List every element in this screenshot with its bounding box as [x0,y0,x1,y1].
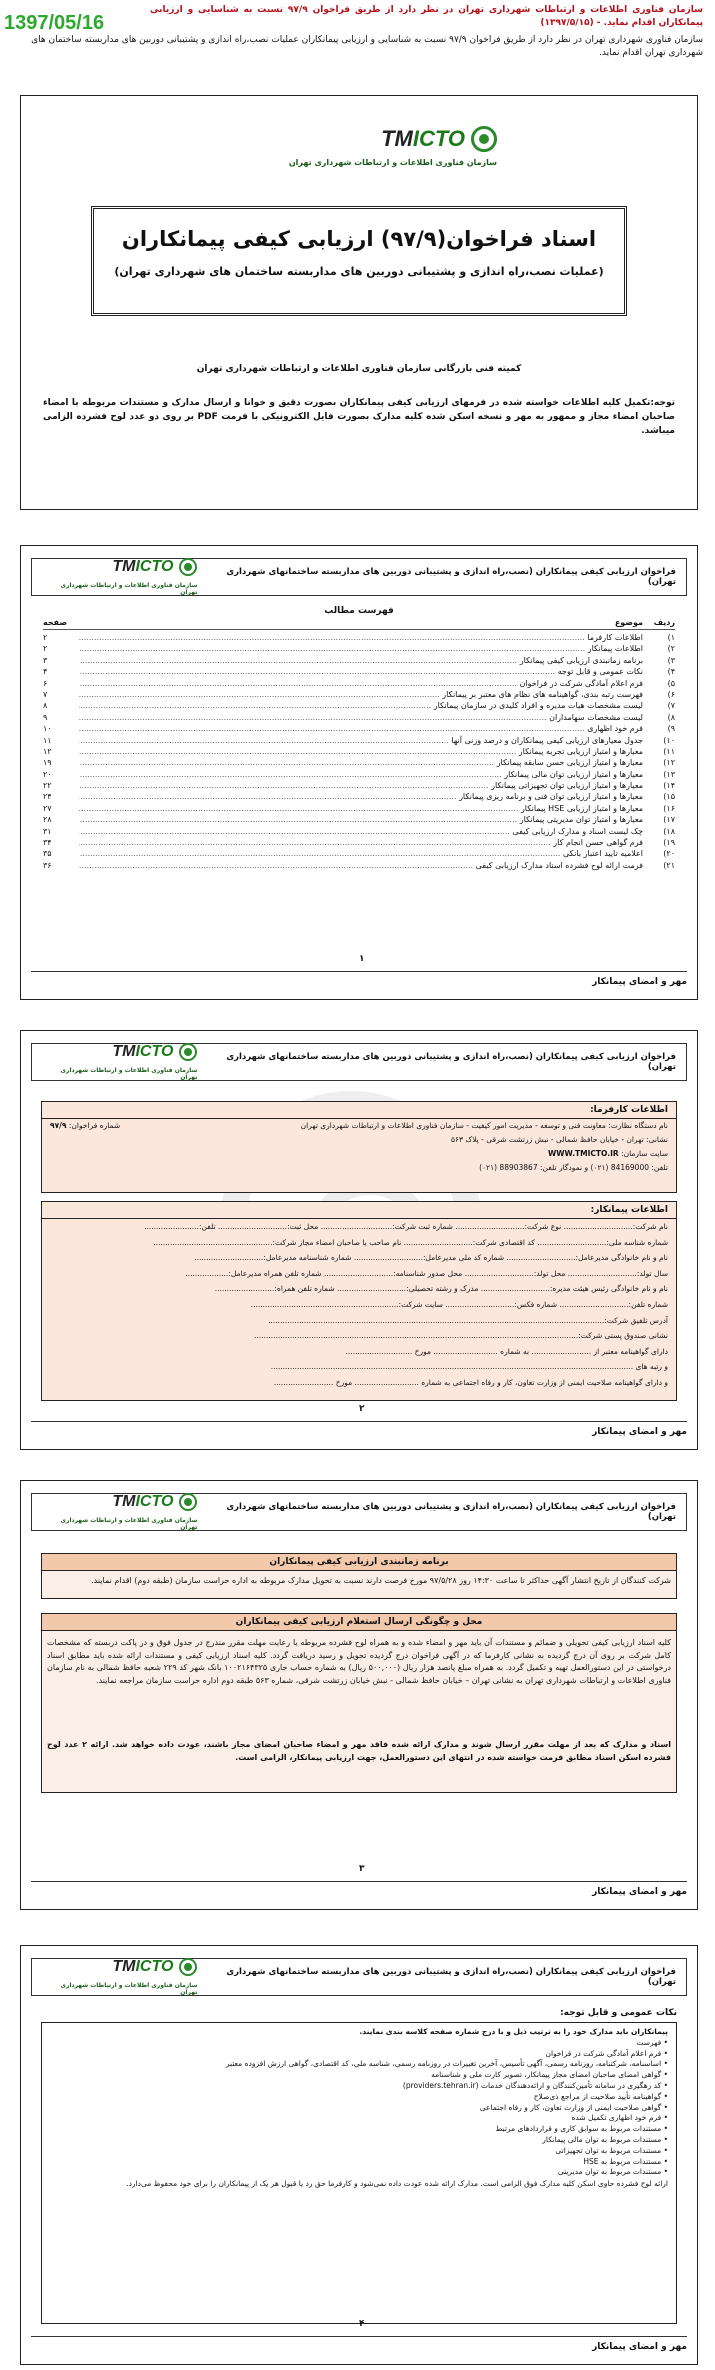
header-title: فراخوان ارزیابی کیفی پیمانکاران (نصب،راه اندازی و پشتیبانی دوربین های مداربسته ساختمانهای شهرداری تهران) [226,1502,676,1522]
intro-headline [150,4,703,30]
info-page [20,1030,698,1450]
toc-row-page: ۹ [43,712,48,722]
logo-row [112,1043,197,1061]
toc-row-page: ۷ [43,689,48,699]
toc-row-page: ۲ [43,633,48,642]
header-title: فراخوان ارزیابی کیفی پیمانکاران (نصب،راه اندازی و پشتیبانی دوربین های مداربسته ساختمانهای شهرداری تهران) [226,567,676,587]
cover-subtitle: (عملیات نصب،راه اندازی و پشتیبانی دوربین های مداربسته ساختمان های شهرداری تهران) [114,265,604,278]
page-footer [31,1864,687,1901]
employer-box [41,1101,677,1193]
notes-item: • اساسنامه، شرکتنامه، روزنامه رسمی، آگهی تأسیس، آخرین تغییرات در روزنامه رسمی، شناسه ملی، کد اقتصادی، گواهی ارزش افزوده معتبر [50,2059,668,2070]
logo-row [381,126,497,152]
site-label: سایت سازمان: [621,1149,668,1158]
toc-row-num: ۲۱) [663,860,675,870]
contractor-field-row: نام شرکت:............................. نوع شرکت:............................. شماره ثبت شرکت:.............................. محل ثبت:............................. تلفن:....................... [144,1222,668,1231]
footer-label: مهر و امضای پیمانکار [592,1426,687,1437]
toc-row-subject: اطلاعات پیمانکار ..... [79,643,643,654]
toc-row-subject: معیارها و امتیاز توان مدیریتی پیمانکار ..... [79,814,643,825]
employer-phones: تلفن: 84169000 (۰۲۱) و نمودگار تلفن: 88903867 (۰۲۱) [479,1163,668,1172]
contractor-field-row: شماره شناسه ملی:............................. کد اقتصادی شرکت:............................. نام صاحب یا صاحبان امضاء مجاز شرکت:.................................................. [153,1237,668,1247]
toc-row-subject: معیارها و امتیاز ارزیابی توان فنی و برنامه ریزی پیمانکار ..... [79,791,643,802]
contractor-field-row: شماره تلفن:............................. شماره فکس:............................. سایت شرکت:.............................................................. [250,1299,668,1309]
toc-row [43,632,675,643]
toc-row-num: ۵) [667,678,675,688]
wordmark-suffix: ICTO [135,1493,174,1510]
toc-row-subject: جدول معیارهای ارزیابی کیفی پیمانکاران و درصد وزنی آنها ..... [79,735,643,746]
delivery-p1: کلیه اسناد ارزیابی کیفی تحویلی و ضمائم و مستندات آن باید مهر و امضاء شده و به همراه لوح فشرده مربوطه با رعایت مهلت مقرر مندرج در جدول فوق و در پاکت دربسته که مشخصات کامل شرکت بر روی آن درج گردیده به نشانی کارفرما که در آگهی فراخوان درج گردیده تحویل و رسید دریافت گردد. کلیه اسناد ارزیابی کیفی و مستندات ارائه شده باید مطابق اسناد درخواستی در این دستورالعمل تهیه و تکمیل گردد. به همراه مبلغ پانصد هزار ریال (۵۰۰,۰۰۰ ریال) به شماره حساب جاری ۱۰۰۲۱۶۴۳۲۵ بانک شهر کد ۲۲۹ شعبه حافظ شمالی به نام سازمان فناوری اطلاعات و ارتباطات شهرداری تهران به نشانی تهران – خیابان حافظ شمالی - نبش خیابان زرتشت شرقی، شماره ۵۶۳ طبقه دوم اداره حراست سازمان مراجعه نمایند. [47,1638,671,1685]
delivery-title: محل و چگونگی ارسال استعلام ارزیابی کیفی پیمانکاران [41,1613,677,1631]
notes-closing: ارائه لوح فشرده حاوی اسکن کلیه مدارک فوق الزامی است. مدارک ارائه شده عودت داده نمی‌شود و کارفرما حق رد یا قبول هر یک از پیمانکاران را برای خود محفوظ می‌دارد. [126,2179,668,2189]
logo-subtitle: سازمان فناوری اطلاعات و ارتباطات شهرداری تهران [288,158,497,167]
contractor-title: اطلاعات پیمانکار: [42,1202,676,1219]
site-value: WWW.TMICTO.IR [548,1149,619,1158]
toc-row [43,837,675,848]
toc-row-subject: معیارها و امتیاز ارزیابی توان تجهیزاتی پیمانکار ..... [79,780,643,791]
toc-row-subject: لیست مشخصات سهامداران ..... [79,712,643,723]
toc-row-subject: فرم خود اظهاری ..... [79,723,643,734]
notes-intro: پیمانکاران باید مدارک خود را به ترتیب ذیل و با درج شماره صفحه کلاسه بندی نمایند. [359,2027,668,2036]
toc-row-num: ۱۵) [663,792,675,802]
page-header [31,1493,687,1531]
cover-logo [289,126,497,167]
toc-row-page: ۴ [43,667,48,677]
toc-table [43,618,675,871]
notes-item: • گواهی صلاحیت ایمنی از وزارت تعاون، کار و رفاه اجتماعی [50,2103,668,2114]
logo-row [112,1493,197,1511]
page-footer [31,1404,687,1441]
toc-row-page: ۳۵ [43,849,52,859]
toc-row [43,814,675,825]
contractor-field-row: نام و نام خانوادگی مدیرعامل:............................. شماره کد ملی مدیرعامل:............................. شماره شناسنامه مدیرعامل:............................. [194,1253,668,1263]
toc-header-row [43,618,675,630]
employer-fields [42,1119,676,1175]
toc-row-page: ۲۲ [43,781,52,791]
employer-address: نشانی: تهران - خیابان حافظ شمالی - نبش زرتشت شرقی - پلاک ۵۶۳ [451,1135,668,1144]
page-footer [31,954,687,991]
toc-row-subject: چک لیست اسناد و مدارک ارزیابی کیفی ..... [79,826,643,837]
toc-row-num: ۱) [667,633,675,642]
toc-row [43,803,675,814]
toc-row-subject: فرم گواهی حسن انجام کار ..... [79,837,643,848]
call-value: ۹۷/۹ [50,1121,67,1130]
notes-title: نکات عمومی و قابل توجه: [560,2008,677,2018]
toc-row-page: ۲۸ [43,815,52,825]
tmicto-wordmark [381,126,465,152]
toc-col-page: صفحه [43,618,68,627]
intro-paragraph: سازمان فناوری شهرداری تهران در نظر دارد از طریق فراخوان ۹۷/۹ نسبت به شناسایی و ارزیابی پیمانکاران عملیات نصب،راه اندازی و پشتیبانی دوربین های مداربسته ساختمان های شهرداری تهران اقدام نماید. [31,35,703,58]
call-label: شماره فراخوان: [68,1121,121,1130]
toc-col-subject: موضوع [614,618,643,627]
date-stamp: 1397/05/16 [4,12,105,34]
toc-row [43,655,675,666]
cover-note: توجه:تکمیل کلیه اطلاعات خواسته شده در فرمهای ارزیابی کیفی پیمانکاران بصورت دقیق و خوانا و ارسال مدارک و مستندات مربوطه با امضاء صاحبان امضاء مجاز و ممهور به مهر و نسخه اسکن شده کلیه مدارک بصورت فایل الکترونیکی با فرمت PDF بر روی دو عدد لوح فشرده الزامی میباشد. [43,398,676,436]
notes-list [50,2038,668,2178]
logo-subtitle: سازمان فناوری اطلاعات و ارتباطات شهرداری تهران [60,1517,198,1531]
tmicto-wordmark [112,1493,173,1511]
notes-box [41,2022,677,2324]
toc-row-subject: معیارها و امتیاز ارزیابی HSE پیمانکار ..... [79,803,643,814]
cover-committee: کمیته فنی بازرگانی سازمان فناوری اطلاعات و ارتباطات شهرداری تهران [196,364,522,374]
wordmark-suffix: ICTO [412,126,465,151]
toc-row-page: ۳۱ [43,826,52,836]
notes-item: • فرم اعلام آمادگی شرکت در فراخوان [50,2049,668,2060]
toc-row-page: ۳۴ [43,838,52,848]
wordmark-prefix: TM [381,126,413,151]
toc-row-page: ۶ [43,678,48,688]
header-title: فراخوان ارزیابی کیفی پیمانکاران (نصب،راه اندازی و پشتیبانی دوربین های مداربسته ساختمانهای شهرداری تهران) [226,1967,676,1987]
toc-row-num: ۱۷) [663,815,675,825]
footer-label: مهر و امضای پیمانکار [592,1886,687,1897]
notes-item: • مستندات مربوط به توان مالی پیمانکار [50,2135,668,2146]
toc-row [43,826,675,837]
schedule-title: برنامه زمانبندی ارزیابی کیفی پیمانکاران [41,1553,677,1571]
page-number: ۲ [359,1404,365,1414]
toc-row-num: ۱۶) [663,803,675,813]
contractor-field-row: سال تولد:............................. محل تولد:............................. محل صدور شناسنامه:............................. شماره تلفن همراه مدیرعامل:.................. [185,1268,668,1278]
page-number: ۴ [359,2319,365,2329]
contractor-field-row: نام و نام خانوادگی رئیس هیئت مدیره:............................. مدرک و رشته تحصیلی:............................. شماره تلفن همراه:......................... [214,1284,668,1294]
toc-row-subject: نکات عمومی و قابل توجه ..... [79,666,643,677]
tmicto-wordmark [112,1958,173,1976]
tehran-emblem-icon [179,1958,197,1976]
wordmark-prefix: TM [112,1043,136,1060]
toc-row-page: ۲ [43,644,48,654]
toc-row-page: ۳۶ [43,860,52,870]
page-number: ۱ [359,954,365,964]
toc-page [20,545,698,1000]
toc-row-num: ۱۴) [663,781,675,791]
toc-row-num: ۱۲) [663,758,675,768]
wordmark-prefix: TM [112,1958,136,1975]
header-title: فراخوان ارزیابی کیفی پیمانکاران (نصب،راه اندازی و پشتیبانی دوربین های مداربسته ساختمانهای شهرداری تهران) [226,1052,676,1072]
wordmark-suffix: ICTO [135,558,174,575]
toc-row [43,735,675,746]
toc-row-num: ۱۸) [663,826,675,836]
toc-row-subject: اعلامیه تایید اعتبار بانکی ..... [79,848,643,859]
toc-row [43,791,675,802]
toc-col-num: ردیف [653,618,675,627]
toc-row [43,643,675,654]
toc-row-page: ۲۴ [43,792,52,802]
toc-row-subject: برنامه زمانبندی ارزیابی کیفی پیمانکار ..... [79,655,643,666]
notes-item: • مستندات مربوط به سوابق کاری و قراردادهای مرتبط [50,2124,668,2135]
wordmark-suffix: ICTO [135,1958,174,1975]
notes-item: • کد رهگیری در سامانه تأمین‌کنندگان و ارائه‌دهندگان خدمات (providers.tehran.ir) [50,2081,668,2092]
contractor-field-row: و دارای گواهینامه صلاحیت ایمنی از وزارت تعاون، کار و رفاه اجتماعی به شماره ........................... مورخ ......................... [273,1377,668,1387]
notes-item: • گواهی امضای صاحبان امضای مجاز پیمانکار، تصویر کارت ملی و شناسنامه [50,2070,668,2081]
schedule-page [20,1480,698,1910]
toc-row-page: ۱۰ [43,724,52,734]
toc-row-num: ۹) [667,724,675,734]
wordmark-suffix: ICTO [135,1043,174,1060]
wordmark-prefix: TM [112,558,136,575]
employer-call [50,1119,120,1133]
header-logo [42,558,197,596]
toc-row-num: ۴) [667,667,675,677]
toc-row-page: ۱۱ [43,735,52,745]
notes-item: • فهرست [50,2038,668,2049]
footer-label: مهر و امضای پیمانکار [592,976,687,987]
toc-row-page: ۱۲ [43,746,52,756]
notes-item: • گواهینامه تأیید صلاحیت از مراجع ذی‌صلاح [50,2092,668,2103]
notes-item: • فرم خود اظهاری تکمیل شده [50,2113,668,2124]
toc-row [43,746,675,757]
toc-row-page: ۲۷ [43,803,52,813]
toc-row-page: ۳ [43,655,48,665]
page-header [31,1958,687,1996]
toc-row-num: ۱۰) [663,735,675,745]
cover-page [20,95,698,510]
delivery-p2: اسناد و مدارک که بعد از مهلت مقرر ارسال شوند و مدارک ارائه شده فاقد مهر و امضاء صاحبان امضای مجاز باشند، عودت داده خواهد شد. ارائه ۲ عدد لوح فشرده اسکن اسناد مطابق فرمت خواسته شده در انتهای این دستورالعمل، جهت ارزیابی پیمانکار، الزامی است. [47,1740,672,1762]
toc-row [43,700,675,711]
employer-title: اطلاعات کارفرما: [42,1102,676,1119]
page-header [31,558,687,596]
toc-row-subject: معیارها و امتیاز ارزیابی توان مالی پیمانکار ..... [79,769,643,780]
toc-row [43,689,675,700]
employer-site [50,1147,668,1161]
contractor-field-row: آدرس تلفیق شرکت:............................................................................................................................................. [268,1315,668,1325]
toc-row-num: ۲) [667,644,675,654]
tehran-emblem-icon [179,558,197,576]
toc-row-subject: فرمت ارائه لوح فشرده اسناد مدارک ارزیابی کیفی ..... [79,860,643,871]
toc-row-num: ۳) [667,655,675,665]
logo-subtitle: سازمان فناوری اطلاعات و ارتباطات شهرداری تهران [60,582,198,596]
notes-item: • مستندات مربوط به توان مدیریتی [50,2167,668,2178]
toc-row-num: ۷) [667,701,675,711]
tmicto-wordmark [112,1043,173,1061]
logo-subtitle: سازمان فناوری اطلاعات و ارتباطات شهرداری تهران [60,1067,198,1081]
logo-subtitle: سازمان فناوری اطلاعات و ارتباطات شهرداری تهران [60,1982,198,1996]
tehran-emblem-icon [179,1493,197,1511]
wordmark-prefix: TM [112,1493,136,1510]
footer-label: مهر و امضای پیمانکار [592,2341,687,2352]
toc-row-num: ۱۹) [663,838,675,848]
contractor-field-row: دارای گواهینامه معتبر از ......................... به شماره ........................... مورخ ............................ [345,1346,668,1356]
cover-title: اسناد فراخوان(۹۷/۹) ارزیابی کیفی پیمانکاران [121,227,597,251]
header-logo [42,1958,197,1996]
toc-row [43,848,675,859]
toc-row-page: ۸ [43,701,48,711]
toc-heading: فهرست مطالب [324,606,394,616]
toc-row-subject: لیست مشخصات هیات مدیره و افراد کلیدی در سازمان پیمانکار ..... [79,700,643,711]
notes-item: • مستندات مربوط به HSE [50,2157,668,2168]
toc-row-subject: معیارها و امتیاز ارزیابی تجربه پیمانکار ..... [79,746,643,757]
employer-name: نام دستگاه نظارت: معاونت فنی و توسعه - مدیریت امور کیفیت - سازمان فناوری اطلاعات و ارتباطات شهرداری تهران [300,1121,668,1130]
tehran-emblem-icon [179,1043,197,1061]
toc-row-subject: معیارها و امتیاز ارزیابی حسن سابقه پیمانکار ..... [79,757,643,768]
page-footer [31,2319,687,2356]
toc-row-subject: اطلاعات کارفرما ..... [79,632,643,643]
toc-row [43,780,675,791]
toc-row [43,723,675,734]
toc-row-num: ۱۱) [663,746,675,756]
toc-row [43,666,675,677]
header-logo [42,1493,197,1531]
toc-row [43,757,675,768]
page-number: ۳ [359,1864,365,1874]
toc-row [43,712,675,723]
toc-row-page: ۲۰ [43,769,52,779]
toc-row-num: ۸) [667,712,675,722]
toc-row-num: ۶) [667,689,675,699]
tmicto-wordmark [112,558,173,576]
contractor-field-row: و رتبه های ........................................................................................................................................................ [270,1362,668,1372]
intro-headline-text: سازمان فناوری اطلاعات و ارتباطات شهرداری تهران در نظر دارد از طریق فراخوان ۹۷/۹ نسبت به شناسایی و ارزیابی پیمانکاران اقدام نماید. - (۱۳۹۷/۵/۱۵) [150,5,703,28]
tehran-emblem-icon [471,126,497,152]
toc-row [43,769,675,780]
toc-row [43,678,675,689]
page-header [31,1043,687,1081]
contractor-rows [42,1219,676,1391]
header-logo [42,1043,197,1081]
notes-page [20,1945,698,2365]
logo-row [112,558,197,576]
logo-row [112,1958,197,1976]
contractor-field-row: نشانی صندوق پستی شرکت:........................................................................................................................................ [254,1331,668,1341]
toc-row [43,860,675,871]
notes-item: • مستندات مربوط به توان تجهیزاتی [50,2146,668,2157]
contractor-box [41,1201,677,1401]
toc-row-subject: فهرست رتبه بندی، گواهینامه های نظام های معتبر بر پیمانکار ..... [79,689,643,700]
schedule-text: شرکت کنندگان از تاریخ انتشار آگهی حداکثر تا ساعت ۱۴:۳۰ روز ۹۷/۵/۲۸ مورخ فرصت دارند نسبت به تحویل مدارک مربوطه به اداره حراست سازمان (طبقه دوم) اقدام نمایند. [91,1576,671,1585]
toc-row-num: ۲۰) [663,849,675,859]
employer-row-1 [50,1119,668,1133]
toc-rows [43,632,675,871]
toc-row-num: ۱۳) [663,769,675,779]
toc-row-page: ۱۹ [43,758,52,768]
toc-row-subject: فرم اعلام آمادگی شرکت در فراخوان ..... [79,678,643,689]
cover-title-box [91,206,627,316]
